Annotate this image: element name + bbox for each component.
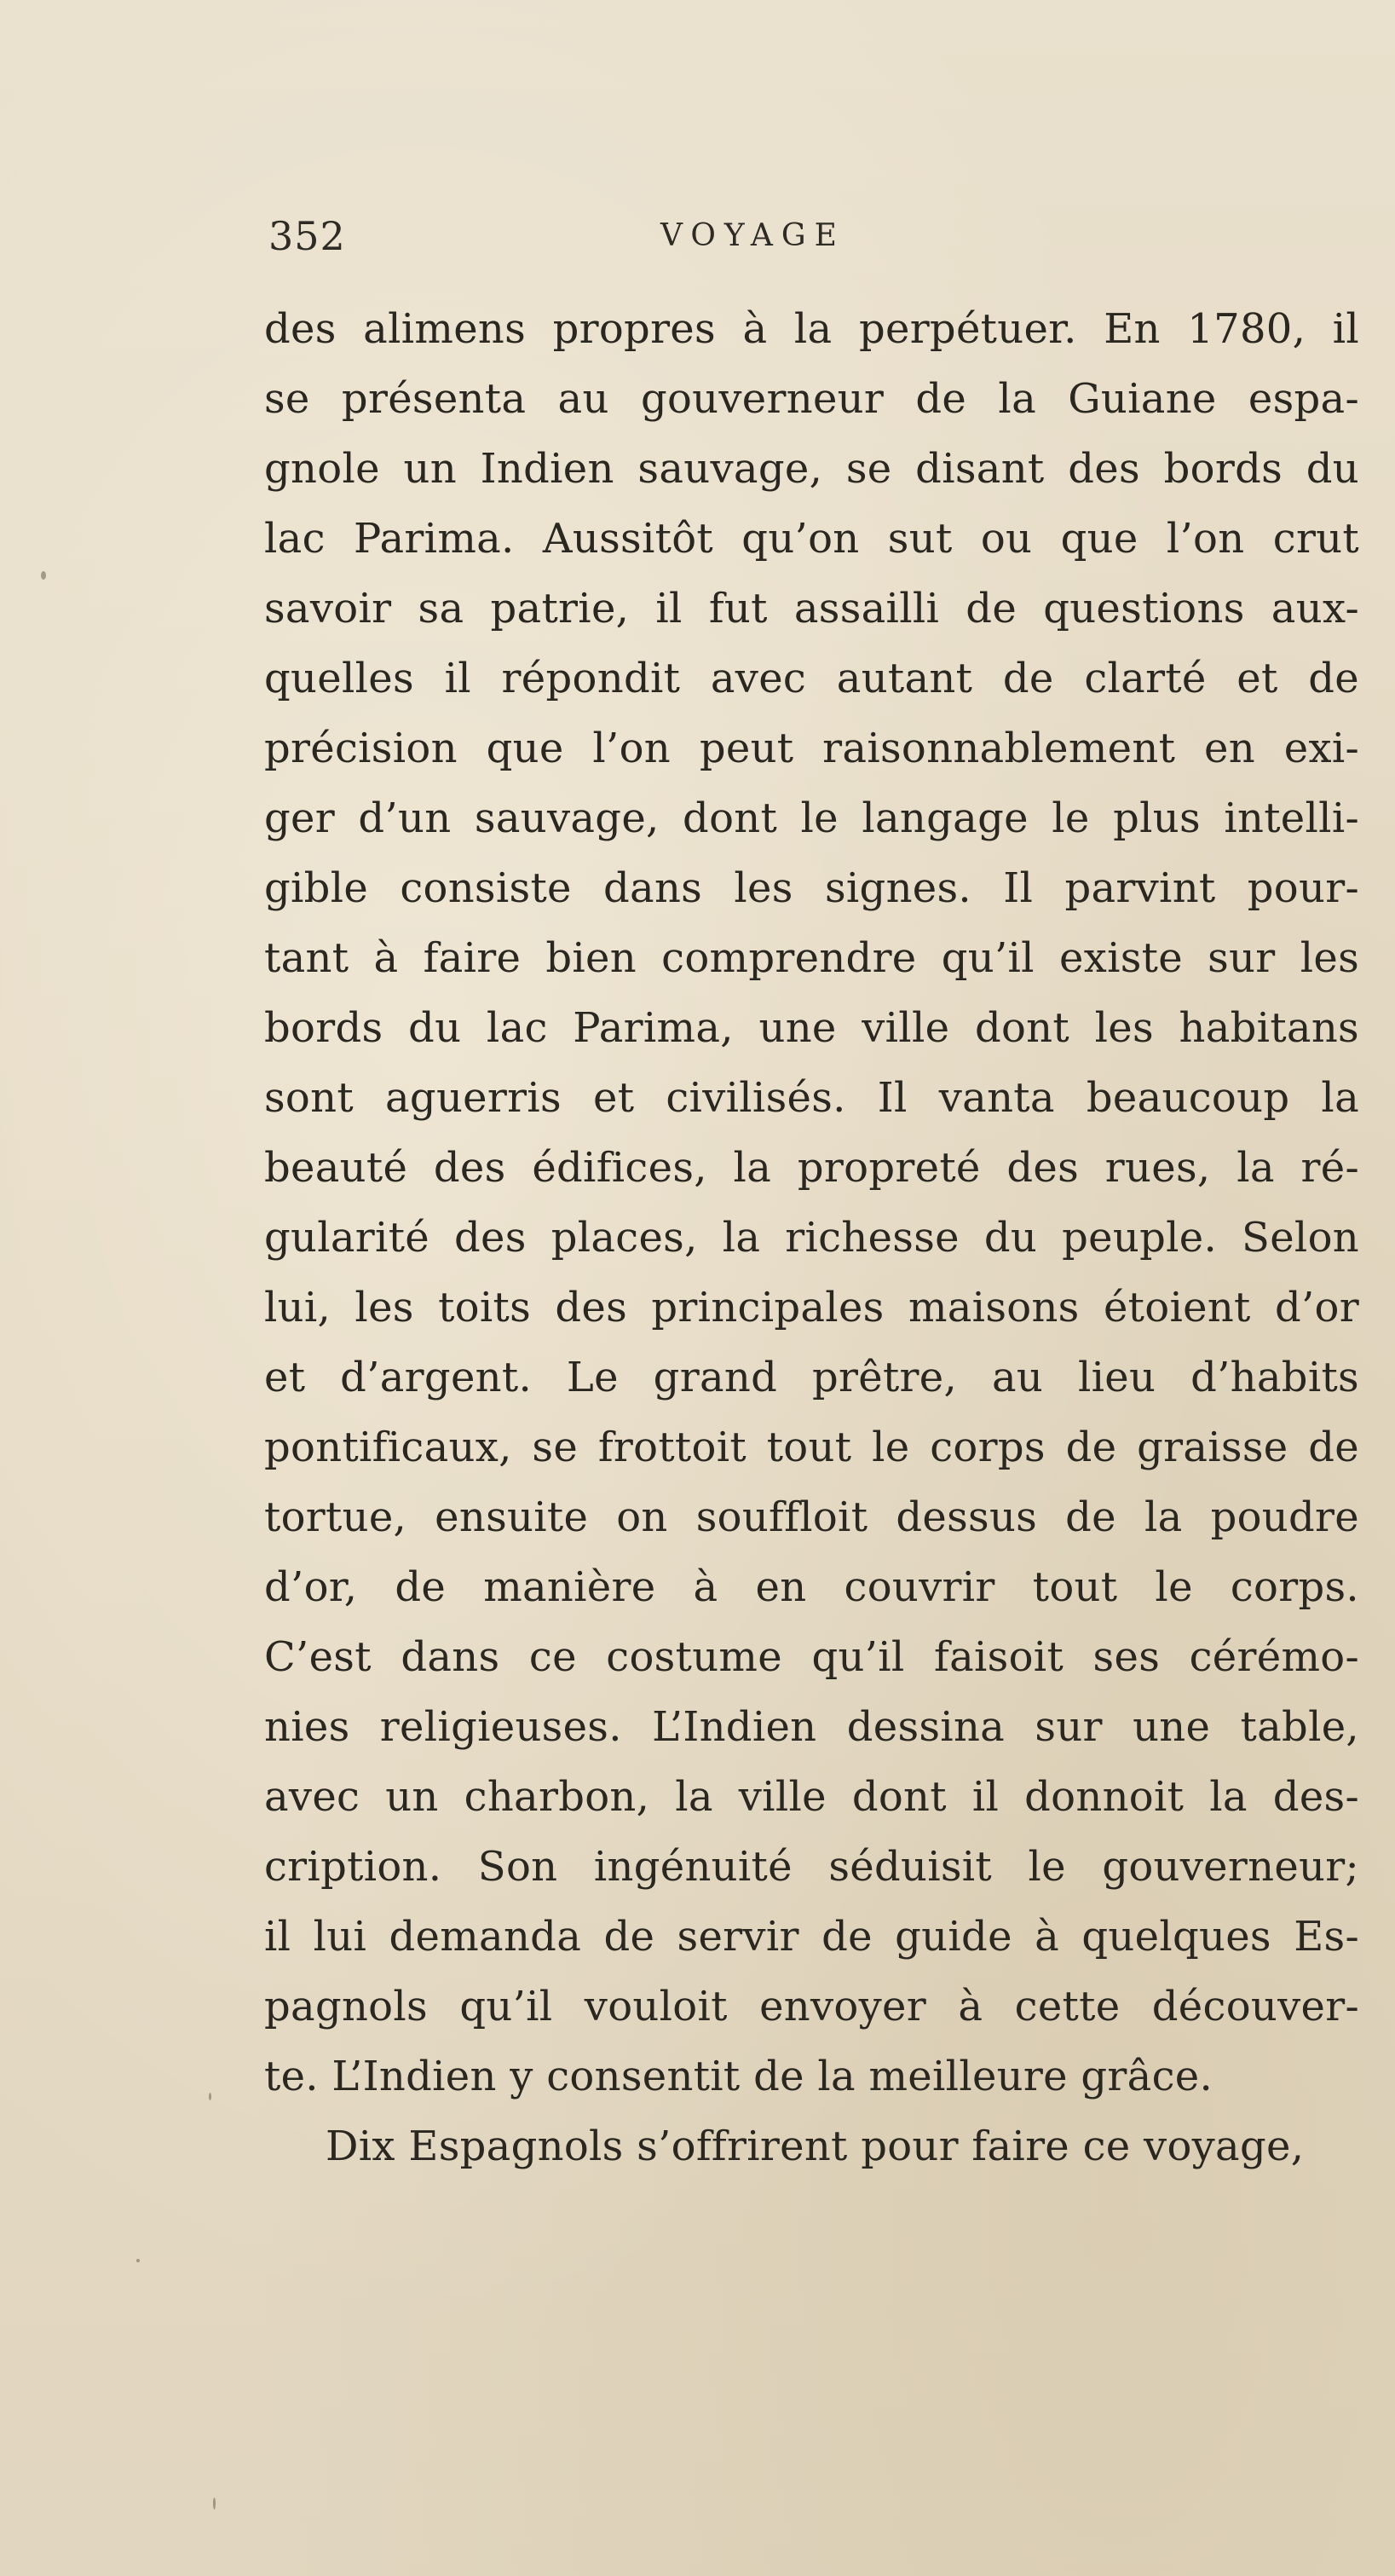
paper-speck	[136, 2259, 140, 2262]
text-line: d’or, de manière à en couvrir tout le corps.	[264, 1563, 1359, 1611]
text-line: te. L’Indien y consentit de la meilleure grâce.	[264, 2053, 1213, 2100]
page-header	[260, 213, 1359, 281]
text-line: tant à faire bien comprendre qu’il existe sur les	[264, 934, 1359, 982]
text-line: ger d’un sauvage, dont le langage le plus intelli-	[264, 794, 1359, 842]
text-line: lac Parima. Aussitôt qu’on sut ou que l’on crut	[264, 515, 1359, 563]
text-line: lui, les toits des principales maisons étoient d’or	[264, 1284, 1359, 1331]
text-line: précision que l’on peut raisonnablement en exi-	[264, 725, 1359, 772]
text-line: des alimens propres à la perpétuer. En 1780, il	[264, 305, 1359, 353]
paper-speck	[41, 571, 46, 580]
text-line: et d’argent. Le grand prêtre, au lieu d’habits	[264, 1354, 1359, 1401]
page-number: 352	[268, 213, 346, 259]
text-line: pontificaux, se frottoit tout le corps de graisse de	[264, 1424, 1359, 1471]
text-line: gularité des places, la richesse du peuple. Selon	[264, 1214, 1359, 1262]
text-line: il lui demanda de servir de guide à quelques Es-	[264, 1913, 1359, 1961]
body-text	[264, 294, 1359, 2181]
text-line: pagnols qu’il vouloit envoyer à cette découver-	[264, 1983, 1359, 2030]
text-line: nies religieuses. L’Indien dessina sur une table,	[264, 1703, 1359, 1751]
running-head: VOYAGE	[660, 218, 845, 253]
text-line: C’est dans ce costume qu’il faisoit ses cérémo-	[264, 1633, 1359, 1681]
text-line: sont aguerris et civilisés. Il vanta beaucoup la	[264, 1074, 1359, 1122]
text-line: avec un charbon, la ville dont il donnoit la des-	[264, 1773, 1359, 1821]
text-line: beauté des édifices, la propreté des rues, la ré-	[264, 1144, 1359, 1192]
text-line: tortue, ensuite on souffloit dessus de la poudre	[264, 1493, 1359, 1541]
paper-speck	[213, 2498, 216, 2510]
text-line: se présenta au gouverneur de la Guiane espa-	[264, 375, 1359, 423]
text-line: savoir sa patrie, il fut assailli de questions aux-	[264, 585, 1359, 632]
text-line: Dix Espagnols s’offrirent pour faire ce voyage,	[326, 2123, 1305, 2170]
text-line: gnole un Indien sauvage, se disant des bords du	[264, 445, 1359, 493]
text-line: bords du lac Parima, une ville dont les habitans	[264, 1004, 1359, 1052]
text-line: cription. Son ingénuité séduisit le gouverneur;	[264, 1843, 1359, 1891]
text-line: gible consiste dans les signes. Il parvint pour-	[264, 864, 1359, 912]
text-line: quelles il répondit avec autant de clarté et de	[264, 655, 1359, 702]
paper-speck	[209, 2093, 211, 2100]
